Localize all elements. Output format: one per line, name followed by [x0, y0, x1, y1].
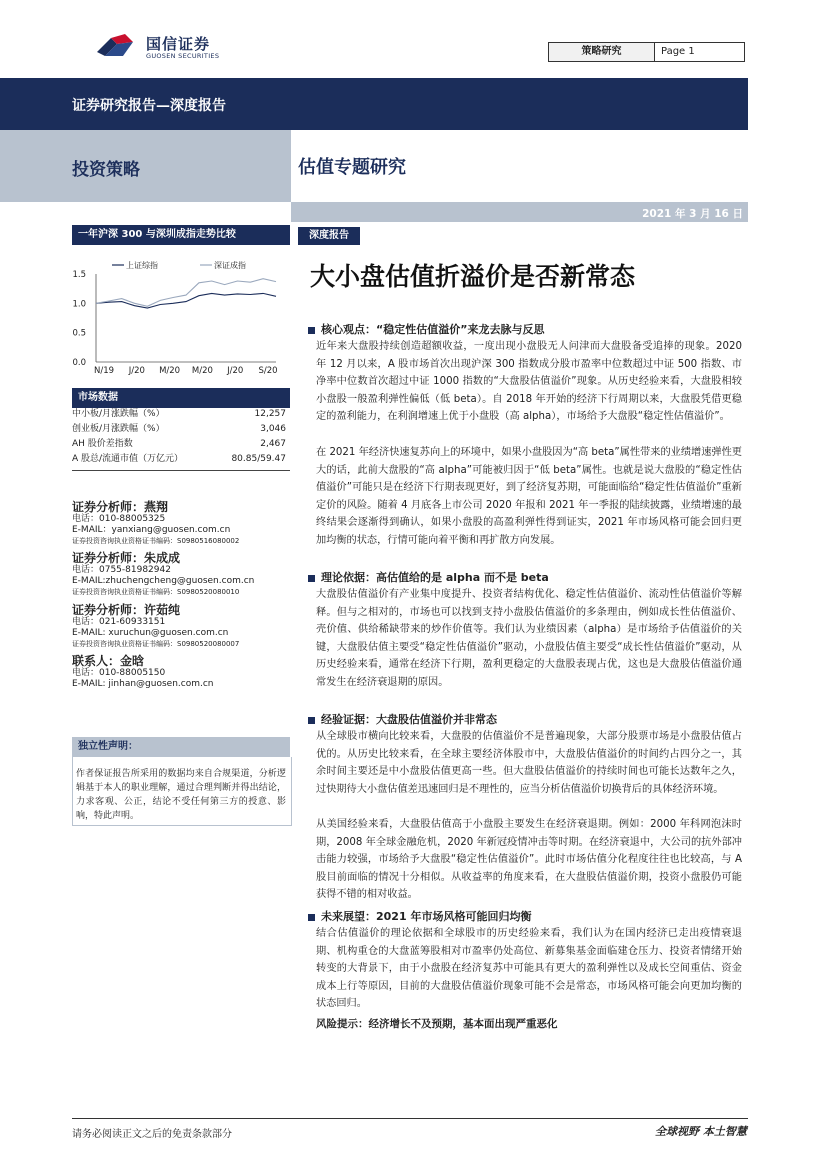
section-heading — [308, 569, 549, 585]
x-tick-label: S/20 — [258, 366, 278, 376]
analyst-block — [72, 500, 239, 547]
topic-title: 估值专题研究 — [298, 157, 406, 178]
contact-block — [72, 654, 214, 690]
contact-name: 联系人：金晗 — [72, 654, 145, 668]
report-series-title: 证券研究报告—深度报告 — [72, 98, 226, 114]
x-tick-label: J/20 — [128, 366, 145, 376]
independence-text: 作者保证报告所采用的数据均来自合规渠道，分析逻辑基于本人的职业理解，通过合理判断并得出结论，力求客观、公正，结论不受任何第三方的授意、影响，特此声明。 — [76, 769, 286, 821]
header-tag-box — [548, 42, 745, 62]
market-value: 80.85/59.47 — [231, 454, 286, 464]
market-row — [72, 451, 290, 467]
market-row — [72, 421, 290, 437]
bullet-icon — [308, 717, 315, 724]
paragraph: 大盘股估值溢价有产业集中度提升、投资者结构优化、稳定性估值溢价、流动性估值溢价等解释。但与之相对的，市场也可以找到支持小盘股估值溢价的多条理由，例如成长性估值溢价、壳价值、供给稀缺带来的炒作价值等。我们认为业绩因素（alpha）是市场给予估值溢价的关键，大盘股估值主要受“稳定性估值溢价”驱动，小盘股估值主要受“成长性估值溢价”驱动，从历史经验来看，通常在经济下行期，盈利更稳定的大盘股表现占优，这也是大盘股估值溢价通常发生在经济衰退期的原因。 — [316, 589, 742, 688]
page-number: Page 1 — [661, 46, 695, 57]
section-heading — [308, 711, 497, 727]
section-heading — [308, 908, 531, 924]
y-tick-label: 1.0 — [72, 299, 86, 310]
disclaimer-note: 请务必阅读正文之后的免责条款部分 — [72, 1129, 232, 1140]
category-band — [0, 130, 291, 202]
x-tick-label: M/20 — [159, 366, 181, 376]
analyst-name: 证券分析师：许茹纯 — [72, 603, 181, 617]
analyst-name: 证券分析师：燕翔 — [72, 500, 169, 514]
report-tag: 深度报告 — [298, 227, 360, 245]
section-heading-text: 核心观点：“稳定性估值溢价”来龙去脉与反思 — [321, 323, 545, 336]
market-label: A 股总/流通市值（万亿元） — [72, 454, 184, 464]
paragraph: 近年来大盘股持续创造超额收益，一度出现小盘股无人问津而大盘股备受追捧的现象。2020 年 12 月以来，A 股市场首次出现沪深 300 指数成分股市盈率中位数超过中证 500 指数、市净率中位数首次超过中证 1000 指数的“大盘股估值溢价”现象。从历史经验来看，大盘股相较小盘股一般盈利弹性偏低（低 beta）。自 2018 年开始的经济下行周期以来，大盘股凭借更稳定的盈利能力，在利润增速上优于小盘股（高 alpha），市场给予大盘股“稳定性估值溢价”。 — [316, 341, 742, 423]
analyst-cert: 证券投资咨询执业资格证书编码：S0980520080010 — [72, 588, 240, 596]
market-value: 3,046 — [260, 424, 286, 434]
contact-email[interactable]: E-MAIL: jinhan@guosen.com.cn — [72, 679, 214, 689]
logo-text: 国信证券 — [146, 35, 211, 53]
market-value: 12,257 — [254, 409, 286, 419]
analyst-cert: 证券投资咨询执业资格证书编码：S0980520080007 — [72, 640, 240, 648]
analyst-phone: 电话：021-60933151 — [72, 617, 166, 627]
bullet-icon — [308, 914, 315, 921]
market-row — [72, 436, 290, 452]
report-type-label: 策略研究 — [549, 43, 655, 61]
x-tick-label: M/20 — [191, 366, 213, 376]
market-label: 创业板/月涨跌幅（%） — [72, 424, 165, 434]
divider — [72, 470, 290, 471]
market-row — [72, 406, 290, 422]
contact-phone: 电话：010-88005150 — [72, 668, 166, 678]
analyst-phone: 电话：010-88005325 — [72, 514, 166, 524]
footer-slogan: 全球视野 本土智慧 — [655, 1125, 747, 1138]
section-heading — [308, 321, 544, 337]
analyst-block — [72, 551, 254, 598]
y-tick-label: 1.5 — [72, 270, 86, 280]
report-date: 2021 年 3 月 16 日 — [642, 208, 743, 220]
legend-label: 深证成指 — [214, 261, 246, 270]
paragraph: 在 2021 年经济快速复苏向上的环境中，如果小盘股因为“高 beta”属性带来的业绩增速弹性更大的话，此前大盘股的“高 alpha”可能被归因于“低 beta”属性。也就是说大盘股的“稳定性估值溢价”可能只是在经济下行期表现更好，到了经济复苏期，可能面临给“稳定性估值溢价”重新定价的风险。随着 4 月底各上市公司 2020 年报和 2021 年一季报的陆续披露，业绩增速的最终结果会逐渐得到确认，如果小盘股的高盈利弹性得到证实，2021 年市场风格可能会回归更加均衡的状态，行情可能向着平衡和再扩散方向发展。 — [316, 447, 742, 546]
paragraph: 从全球股市横向比较来看，大盘股的估值溢价不是普遍现象，大部分股票市场是小盘股估值占优的。从历史比较来看，在全球主要经济体股市中，大盘股估值溢价的时间约占四分之一，其余时间主要还是中小盘股估值更高一些。但大盘股估值溢价的持续时间也可能长达数年之久，过快期待大小盘估值差迅速回归是不理性的，应当分析估值溢价切换背后的具体经济环境。 — [316, 731, 742, 795]
market-value: 2,467 — [260, 439, 286, 449]
bullet-icon — [308, 327, 315, 334]
y-tick-label: 0.5 — [72, 328, 86, 339]
bullet-icon — [308, 575, 315, 582]
section-heading-text: 未来展望：2021 年市场风格可能回归均衡 — [321, 910, 532, 923]
footer-divider — [72, 1118, 748, 1119]
independence-title: 独立性声明： — [72, 737, 290, 757]
logo-english: GUOSEN SECURITIES — [146, 52, 220, 60]
analyst-cert: 证券投资咨询执业资格证书编码：S0980516080002 — [72, 537, 240, 545]
section-heading-text: 理论依据：高估值给的是 alpha 而不是 beta — [321, 571, 549, 584]
section-heading-text: 经验证据：大盘股估值溢价并非常态 — [321, 713, 497, 726]
analyst-name: 证券分析师：朱成成 — [72, 551, 181, 565]
report-title: 大小盘估值折溢价是否新常态 — [310, 262, 636, 291]
x-tick-label: J/20 — [227, 366, 244, 376]
chart-title: 一年沪深 300 与深圳成指走势比较 — [72, 225, 290, 245]
x-tick-label: N/19 — [93, 366, 115, 376]
index-comparison-chart — [66, 250, 290, 378]
analyst-phone: 电话：0755-81982942 — [72, 565, 171, 575]
market-label: AH 股价差指数 — [72, 439, 133, 449]
risk-warning: 风险提示：经济增长不及预期，基本面出现严重恶化 — [316, 1018, 558, 1030]
paragraph: 从美国经验来看，大盘股估值高于小盘股主要发生在经济衰退期。例如：2000 年科网泡沫时期，2008 年全球金融危机，2020 年新冠疫情冲击等时期。在经济衰退中，大公司的抗外部冲击能力较强，市场给予大盘股“稳定性估值溢价”。此时市场估值分化程度往往也比较高，与 A 股目前面临的情况十分相似。从收益率的角度来看，在大盘股估值溢价期，投资小盘股仍可能获得不错的相对收益。 — [316, 819, 742, 901]
guosen-logo-icon — [93, 32, 139, 60]
market-data-title: 市场数据 — [72, 388, 290, 408]
analyst-email[interactable]: E-MAIL: xuruchun@guosen.com.cn — [72, 628, 229, 638]
analyst-email[interactable]: E-MAIL:zhuchengcheng@guosen.com.cn — [72, 576, 255, 586]
category-title: 投资策略 — [72, 160, 140, 180]
paragraph: 结合估值溢价的理论依据和全球股市的历史经验来看，我们认为在国内经济已走出疫情衰退期、机构重仓的大盘蓝筹股相对市盈率仍处高位、新募集基金面临建仓压力、投资者情绪开始转变的大背景下，由于小盘股在经济复苏中可能具有更大的盈利弹性以及成长空间重估、资金成本上行等原因，目前的大盘股估值溢价现象可能不会是常态，市场风格可能会向更加均衡的状态回归。 — [316, 928, 742, 1010]
analyst-email[interactable]: E-MAIL：yanxiang@guosen.com.cn — [72, 525, 231, 535]
market-label: 中小板/月涨跌幅（%） — [72, 409, 165, 419]
legend-label: 上证综指 — [126, 261, 158, 270]
analyst-block — [72, 603, 239, 650]
y-tick-label: 0.0 — [72, 358, 86, 368]
